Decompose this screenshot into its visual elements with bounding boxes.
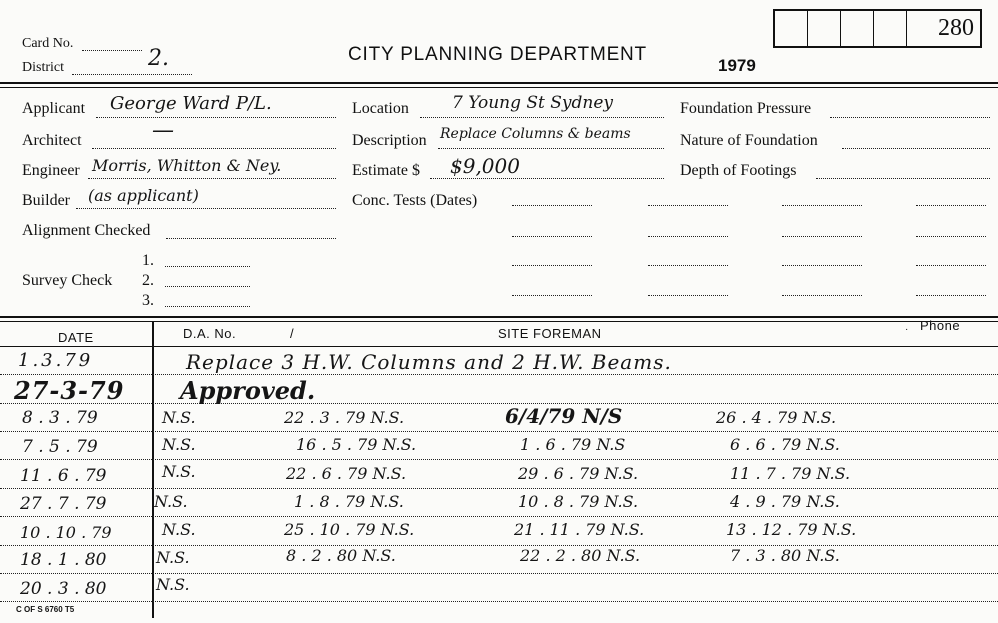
location-value: 7 Young St Sydney: [452, 93, 614, 113]
row-entry: 8 . 2 . 80 N.S.: [286, 546, 396, 565]
foundation-pressure-label: Foundation Pressure: [680, 100, 812, 117]
row-date: 11 . 6 . 79: [20, 466, 107, 486]
conc-test-line: [512, 236, 592, 237]
engineer-label: Engineer: [22, 162, 80, 179]
architect-label: Architect: [22, 132, 82, 149]
card-number-boxes: [773, 9, 982, 48]
description-line: [438, 148, 664, 149]
conc-test-line: [648, 236, 728, 237]
row-entry: 6/4/79 N/S: [505, 404, 623, 428]
number-box: [841, 11, 874, 46]
survey-item-2: 2.: [142, 272, 154, 289]
estimate-line: [430, 178, 664, 179]
builder-value: (as applicant): [88, 186, 199, 205]
row-entry: N.S.: [156, 575, 190, 594]
row-line: [0, 601, 998, 602]
row-entry: 4 . 9 . 79 N.S.: [730, 492, 840, 511]
nature-foundation-label: Nature of Foundation: [680, 132, 818, 149]
depth-footings-line: [816, 178, 990, 179]
row-entry: 1 . 8 . 79 N.S.: [294, 492, 404, 511]
row-entry: 22 . 2 . 80 N.S.: [520, 546, 641, 565]
row-entry: Replace 3 H.W. Columns and 2 H.W. Beams.: [186, 350, 672, 374]
row-entry: 13 . 12 . 79 N.S.: [726, 520, 857, 539]
row-date: 8 . 3 . 79: [22, 408, 98, 428]
builder-label: Builder: [22, 192, 70, 209]
number-box: [874, 11, 907, 46]
conc-test-line: [512, 205, 592, 206]
row-entry: 22 . 3 . 79 N.S.: [284, 408, 405, 427]
conc-test-line: [512, 295, 592, 296]
row-entry: 1 . 6 . 79 N.S: [520, 435, 626, 454]
row-entry: Approved.: [180, 376, 316, 405]
builder-line: [76, 208, 336, 209]
number-box: [808, 11, 841, 46]
description-label: Description: [352, 132, 427, 149]
row-line: [0, 431, 998, 432]
header-rule: [0, 82, 998, 84]
department-title: CITY PLANNING DEPARTMENT: [348, 44, 647, 65]
estimate-value: $9,000: [450, 154, 520, 178]
phone-dot: ·: [905, 324, 909, 335]
conc-test-line: [782, 205, 862, 206]
engineer-value: Morris, Whitton & Ney.: [92, 156, 282, 175]
applicant-line: [96, 117, 336, 118]
nature-foundation-line: [842, 148, 990, 149]
row-entry: 10 . 8 . 79 N.S.: [518, 492, 639, 511]
location-line: [420, 117, 664, 118]
row-date: 27 . 7 . 79: [20, 494, 107, 514]
row-date: 27-3-79: [14, 376, 125, 405]
number-box: [775, 11, 808, 46]
row-date: 20 . 3 . 80: [20, 579, 107, 599]
row-entry: 21 . 11 . 79 N.S.: [514, 520, 645, 539]
conc-test-line: [648, 265, 728, 266]
row-entry: N.S.: [156, 548, 190, 567]
conc-test-line: [782, 295, 862, 296]
conc-test-line: [782, 236, 862, 237]
survey-item-1: 1.: [142, 252, 154, 269]
row-entry: 25 . 10 . 79 N.S.: [284, 520, 415, 539]
applicant-label: Applicant: [22, 100, 86, 117]
survey-line-1: [165, 266, 250, 267]
row-line: [0, 573, 998, 574]
row-line: [0, 488, 998, 489]
row-entry: N.S.: [162, 462, 196, 481]
district-label: District: [22, 60, 64, 75]
row-entry: 7 . 3 . 80 N.S.: [730, 546, 840, 565]
engineer-line: [88, 178, 336, 179]
card-no-label: Card No.: [22, 36, 74, 51]
row-line: [0, 516, 998, 517]
row-line: [0, 545, 998, 546]
estimate-label: Estimate $: [352, 162, 420, 179]
row-date: 10 . 10 . 79: [20, 523, 112, 542]
row-entry: 6 . 6 . 79 N.S.: [730, 435, 840, 454]
table-top-rule-2: [0, 321, 998, 322]
conc-test-line: [916, 236, 986, 237]
conc-test-line: [916, 205, 986, 206]
row-entry: 11 . 7 . 79 N.S.: [730, 464, 851, 483]
row-entry: 22 . 6 . 79 N.S.: [286, 464, 407, 483]
da-slash: /: [290, 326, 295, 341]
card-number: 280: [938, 15, 974, 41]
description-value: Replace Columns & beams: [440, 126, 631, 142]
row-entry: N.S.: [154, 492, 188, 511]
da-header: D.A. No.: [183, 326, 237, 341]
architect-value: —: [152, 118, 174, 143]
card-no-line: [82, 50, 142, 51]
row-entry: 29 . 6 . 79 N.S.: [518, 464, 639, 483]
row-entry: 16 . 5 . 79 N.S.: [296, 435, 417, 454]
row-date: 7 . 5 . 79: [22, 437, 98, 457]
foundation-pressure-line: [830, 117, 990, 118]
foreman-header: SITE FOREMAN: [498, 326, 602, 341]
alignment-label: Alignment Checked: [22, 222, 151, 239]
phone-header: Phone: [920, 318, 961, 333]
table-top-rule: [0, 316, 998, 318]
footer-code: C OF S 6760 T5: [16, 605, 75, 614]
district-value: 2.: [148, 46, 169, 71]
row-entry: N.S.: [162, 520, 196, 539]
row-date: 18 . 1 . 80: [20, 550, 107, 570]
architect-line: [92, 148, 336, 149]
row-entry: N.S.: [162, 435, 196, 454]
location-label: Location: [352, 100, 409, 117]
year: 1979: [718, 56, 756, 75]
header-bottom-rule: [0, 346, 998, 347]
survey-item-3: 3.: [142, 292, 154, 309]
conc-tests-label: Conc. Tests (Dates): [352, 192, 478, 209]
row-entry: 26 . 4 . 79 N.S.: [716, 408, 837, 427]
survey-line-2: [165, 286, 250, 287]
depth-footings-label: Depth of Footings: [680, 162, 797, 179]
conc-test-line: [648, 295, 728, 296]
conc-test-line: [916, 265, 986, 266]
row-line: [0, 374, 998, 375]
header-rule-2: [0, 87, 998, 88]
alignment-line: [166, 238, 336, 239]
survey-label: Survey Check: [22, 272, 113, 289]
row-line: [0, 403, 998, 404]
conc-test-line: [782, 265, 862, 266]
date-header: DATE: [58, 330, 94, 345]
row-line: [0, 459, 998, 460]
applicant-value: George Ward P/L.: [110, 93, 272, 114]
conc-test-line: [512, 265, 592, 266]
district-line: [72, 74, 192, 75]
conc-test-line: [916, 295, 986, 296]
row-date: 1.3.79: [18, 350, 94, 371]
survey-line-3: [165, 306, 250, 307]
conc-test-line: [648, 205, 728, 206]
row-entry: N.S.: [162, 408, 196, 427]
